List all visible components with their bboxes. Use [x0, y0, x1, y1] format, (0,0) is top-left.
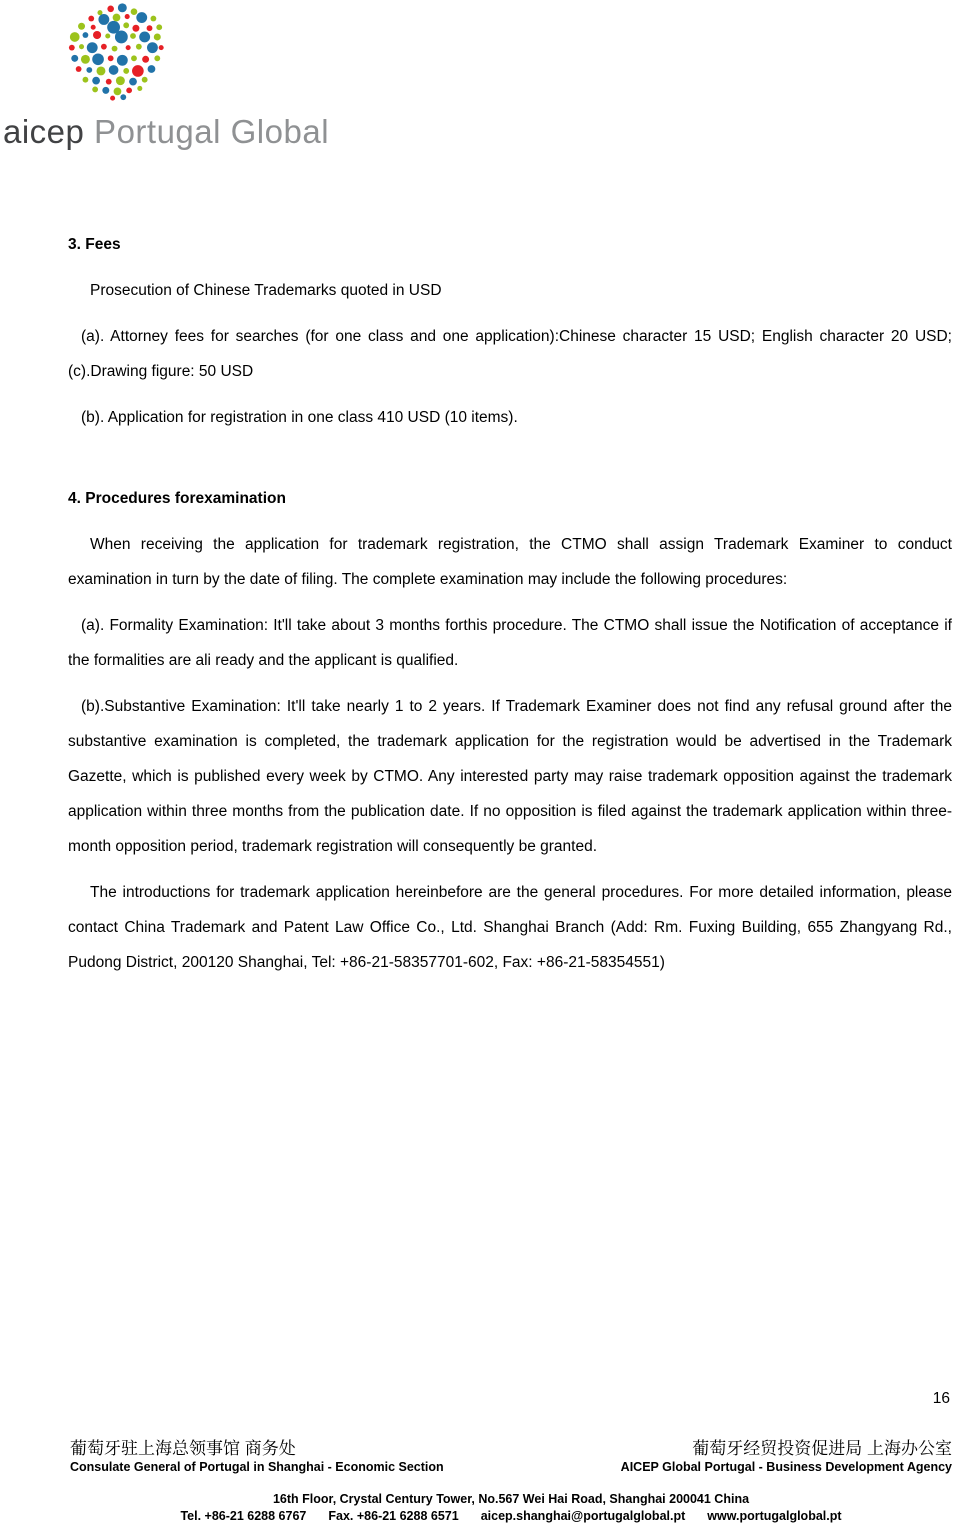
footer-email: aicep.shanghai@portugalglobal.pt — [480, 1509, 686, 1523]
footer-fax: Fax. +86-21 6288 6571 — [328, 1509, 459, 1523]
document-body — [68, 227, 952, 991]
section-heading-fees: 3. Fees — [68, 236, 121, 253]
paragraph-formality-examination: (a). Formality Examination: It'll take about 3 months forthis procedure. The CTMO shall issue the Notification of acceptance if the formalities are ali ready and the applicant is qualified. — [68, 617, 952, 669]
footer-left-chinese: 葡萄牙驻上海总领事馆 商务处 — [70, 1439, 296, 1458]
footer-left-english: Consulate General of Portugal in Shanghai - Economic Section — [70, 1460, 444, 1474]
logo-text-portugal-global: Portugal Global — [84, 113, 330, 150]
paragraph-substantive-examination: (b).Substantive Examination: It'll take nearly 1 to 2 years. If Trademark Examiner does not find any refusal ground after the substantive examination is completed, the trademark application for the registration would be advertised in the Trademark Gazette, which is published every week by CTMO. Any interested party may raise trademark opposition against the trademark application within three months from the publication date. If no opposition is filed against the trademark application within three-month opposition period, trademark registration will consequently be granted. — [68, 698, 952, 855]
paragraph-when-receiving: When receiving the application for trademark registration, the CTMO shall assign Trademark Examiner to conduct examination in turn by the date of filing. The complete examination may include the following procedures: — [68, 536, 952, 588]
page-footer — [70, 1438, 952, 1525]
section-heading-procedures: 4. Procedures forexamination — [68, 490, 286, 507]
paragraph-prosecution: Prosecution of Chinese Trademarks quoted in USD — [90, 282, 442, 299]
page-number: 16 — [932, 1390, 950, 1407]
footer-website: www.portugalglobal.pt — [707, 1509, 842, 1523]
footer-address: 16th Floor, Crystal Century Tower, No.567 Wei Hai Road, Shanghai 200041 China — [272, 1492, 750, 1506]
logo-wordmark — [3, 113, 330, 151]
footer-org-row — [70, 1438, 952, 1476]
footer-right-chinese: 葡萄牙经贸投资促进局 上海办公室 — [692, 1439, 952, 1458]
aicep-logo — [0, 2, 330, 151]
footer-left-org — [70, 1438, 444, 1476]
aicep-logo-dots-icon — [66, 2, 167, 103]
paragraph-attorney-fees: (a). Attorney fees for searches (for one class and one application):Chinese character 15 USD; English character 20 USD;(c).Drawing figure: 50 USD — [68, 328, 952, 380]
footer-contact-line — [70, 1508, 952, 1525]
footer-tel: Tel. +86-21 6288 6767 — [180, 1509, 307, 1523]
footer-right-org — [621, 1438, 952, 1476]
paragraph-application-fee: (b). Application for registration in one class 410 USD (10 items). — [81, 409, 518, 426]
paragraph-introductions-contact: The introductions for trademark application hereinbefore are the general procedures. For more detailed information, please contact China Trademark and Patent Law Office Co., Ltd. Shanghai Branch (Add: Rm. Fuxing Building, 655 Zhangyang Rd., Pudong District, 200120 Shanghai, Tel: +86-21-58357701-602, Fax: +86-21-58354551) — [68, 884, 952, 971]
logo-text-aicep: aicep — [3, 113, 85, 150]
footer-right-english: AICEP Global Portugal - Business Development Agency — [620, 1460, 952, 1474]
